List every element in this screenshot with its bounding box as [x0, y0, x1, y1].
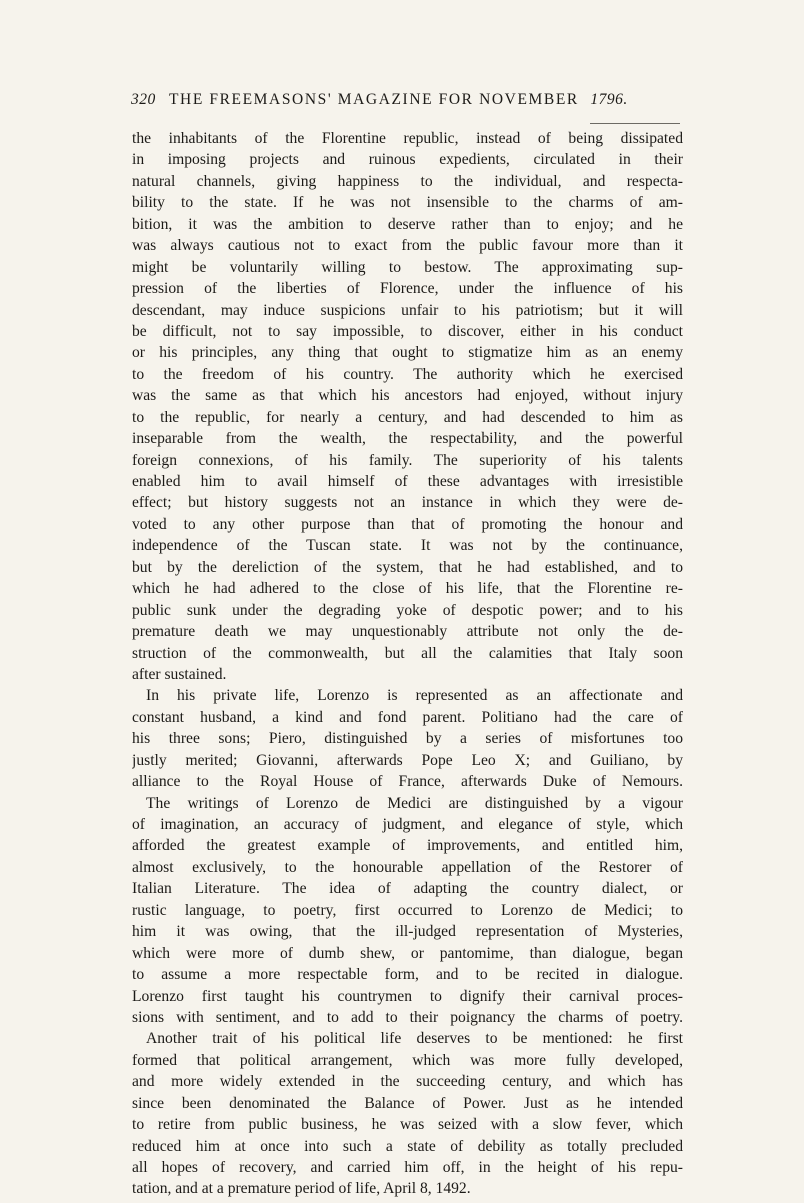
paragraph-start-line: Another trait of his political life deserves to be mentioned: he first — [146, 1030, 683, 1048]
magazine-title: THE FREEMASONS' MAGAZINE FOR NOVEMBER — [168, 91, 579, 108]
text-line: descendant, may induce suspicions unfair to his patriotism; but it will — [132, 301, 683, 319]
text-line: reduced him at once into such a state of debility as totally precluded — [132, 1137, 683, 1155]
text-line: to the republic, for nearly a century, and had descended to him as — [132, 408, 683, 426]
text-line: be difficult, not to say impossible, to discover, either in his conduct — [132, 322, 683, 340]
paragraph-start-line: In his private life, Lorenzo is represented as an affectionate and — [146, 687, 683, 705]
text-line: formed that political arrangement, which was more fully developed, — [132, 1051, 683, 1069]
text-line: or his principles, any thing that ought to stigmatize him as an enemy — [132, 344, 683, 362]
paragraph-end-line: alliance to the Royal House of France, afterwards Duke of Nemours. — [132, 773, 683, 791]
page-number: 320 — [131, 91, 156, 108]
text-line: of imagination, an accuracy of judgment, and elegance of style, which — [132, 816, 683, 833]
text-line: pression of the liberties of Florence, under the influence of his — [132, 280, 683, 298]
text-line: which were more of dumb shew, or pantomime, than dialogue, began — [132, 944, 683, 962]
text-line: but by the dereliction of the system, that he had established, and to — [132, 558, 683, 576]
text-line: was the same as that which his ancestors had enjoyed, without injury — [132, 387, 683, 405]
paragraph-end-line: tation, and at a premature period of life, April 8, 1492. — [132, 1180, 471, 1198]
header-rule — [590, 123, 680, 124]
text-line: foreign connexions, of his family. The superiority of his talents — [132, 451, 683, 469]
text-line: voted to any other purpose than that of promoting the honour and — [132, 515, 683, 533]
issue-year: 1796. — [590, 91, 628, 108]
paragraph-end-line: sions with sentiment, and to add to their poignancy the charms of poetry. — [132, 1008, 683, 1026]
text-line: him it was owing, that the ill-judged representation of Mysteries, — [132, 923, 683, 941]
text-line: Italian Literature. The idea of adapting the country dialect, or — [132, 880, 683, 898]
text-line: independence of the Tuscan state. It was not by the continuance, — [132, 537, 683, 555]
text-line: bition, it was the ambition to deserve rather than to enjoy; and he — [132, 215, 683, 233]
text-line: premature death we may unquestionably attribute not only the de- — [132, 623, 683, 641]
text-line: almost exclusively, to the honourable appellation of the Restorer of — [132, 858, 683, 876]
text-line: was always cautious not to exact from the public favour more than it — [132, 237, 683, 255]
text-line: struction of the commonwealth, but all the calamities that Italy soon — [132, 644, 683, 662]
text-line: his three sons; Piero, distinguished by a series of misfortunes too — [132, 730, 683, 748]
text-line: Lorenzo first taught his countrymen to dignify their carnival proces- — [132, 987, 683, 1005]
text-line: and more widely extended in the succeeding century, and which has — [132, 1073, 683, 1091]
text-line: justly merited; Giovanni, afterwards Pope Leo X; and Guiliano, by — [132, 751, 683, 769]
paragraph-start-line: The writings of Lorenzo de Medici are distinguished by a vigour — [146, 794, 683, 812]
text-line: since been denominated the Balance of Power. Just as he intended — [132, 1094, 683, 1112]
text-line: to assume a more respectable form, and to be recited in dialogue. — [132, 966, 683, 984]
text-line: enabled him to avail himself of these advantages with irresistible — [132, 473, 683, 490]
text-line: public sunk under the degrading yoke of despotic power; and to his — [132, 601, 683, 619]
article-text — [132, 128, 683, 1200]
text-line: natural channels, giving happiness to the individual, and respecta- — [132, 172, 683, 190]
running-head — [131, 91, 686, 113]
text-line: inseparable from the wealth, the respectability, and the powerful — [132, 430, 683, 448]
paragraph-end-line: after sustained. — [132, 665, 227, 683]
text-line: all hopes of recovery, and carried him off, in the height of his repu- — [132, 1159, 683, 1176]
text-line: which he had adhered to the close of his life, that the Florentine re- — [132, 580, 683, 598]
text-line: to the freedom of his country. The authority which he exercised — [132, 365, 683, 383]
text-line: bility to the state. If he was not insensible to the charms of am- — [132, 194, 683, 212]
text-line: effect; but history suggests not an instance in which they were de- — [132, 494, 683, 512]
text-line: rustic language, to poetry, first occurred to Lorenzo de Medici; to — [132, 901, 683, 919]
text-line: might be voluntarily willing to bestow. The approximating sup- — [132, 258, 683, 276]
text-line: constant husband, a kind and fond parent. Politiano had the care of — [132, 708, 683, 726]
text-line: to retire from public business, he was seized with a slow fever, which — [132, 1116, 683, 1134]
text-line: afforded the greatest example of improvements, and entitled him, — [132, 837, 683, 855]
text-line: in imposing projects and ruinous expedients, circulated in their — [132, 151, 683, 169]
text-line: the inhabitants of the Florentine republic, instead of being dissipated — [132, 130, 683, 147]
